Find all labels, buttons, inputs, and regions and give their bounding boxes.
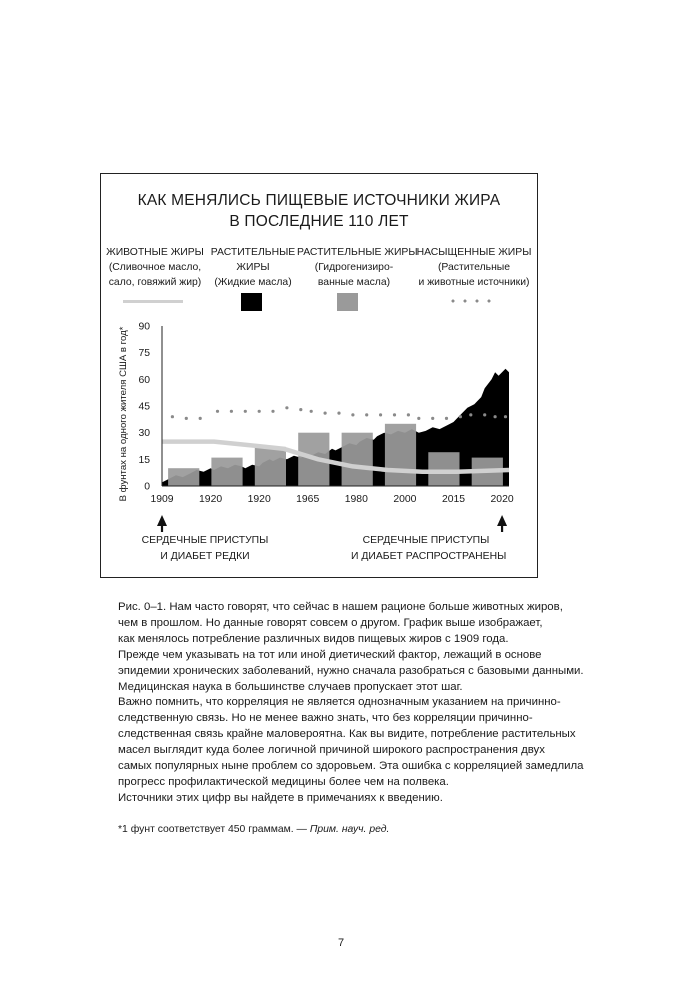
caption-line: чем в прошлом. Но данные говорят совсем о другом. График выше изображает, — [118, 616, 543, 629]
footnote-text: *1 фунт соответствует 450 граммам. — — [118, 824, 310, 835]
y-tick-label: 90 — [138, 321, 150, 333]
caption-line: Прежде чем указывать на тот или иной диетический фактор, лежащий в основе — [118, 648, 542, 661]
legend-line: ванные масла) — [317, 277, 391, 288]
saturated-fats-point — [324, 412, 327, 415]
legend-line: (Жидкие масла) — [214, 277, 292, 288]
legend-title: РАСТИТЕЛЬНЫЕ ЖИРЫ — [297, 247, 418, 258]
annotation-line: СЕРДЕЧНЫЕ ПРИСТУПЫ — [141, 535, 269, 546]
saturated-fats-point — [365, 413, 368, 416]
x-tick-label: 1909 — [150, 494, 174, 505]
chart-marks — [138, 322, 513, 533]
saturated-fats-point — [407, 413, 410, 416]
chart-plot — [101, 174, 537, 577]
saturated-fats-point — [459, 415, 462, 418]
saturated-fats-point — [230, 410, 233, 413]
chart-figure — [100, 173, 538, 578]
caption-line: эпидемии хронических заболеваний, нужно сначала разобраться с базовыми данными. — [118, 664, 584, 677]
caption-line: Рис. 0–1. Нам часто говорят, что сейчас в нашем рационе больше животных жиров, — [118, 601, 563, 613]
hydrogenated-oils-bar — [342, 433, 373, 486]
y-tick-label: 0 — [144, 481, 150, 493]
page-number: 7 — [337, 937, 345, 949]
saturated-fats-point — [244, 410, 247, 413]
legend-title: РАСТИТЕЛЬНЫЕ — [210, 247, 296, 258]
saturated-fats-point — [310, 410, 313, 413]
chart-title: КАК МЕНЯЛИСЬ ПИЩЕВЫЕ ИСТОЧНИКИ ЖИРА — [137, 192, 501, 209]
caption-line: прогресс профилактической медицины более чем на полвека. — [118, 775, 449, 788]
saturated-fats-point — [258, 410, 261, 413]
saturated-fats-point — [185, 417, 188, 420]
saturated-fats-point — [393, 413, 396, 416]
x-tick-label: 1920 — [247, 494, 271, 505]
hydrogenated-oils-bar — [255, 447, 286, 486]
saturated-fats-point — [285, 406, 288, 409]
saturated-fats-point — [431, 417, 434, 420]
annotation-left — [135, 533, 275, 564]
caption-line: Источники этих цифр вы найдете в примечаниях к введению. — [118, 791, 443, 804]
caption-line: следственную связь. Но не менее важно знать, что без корреляции причинно- — [118, 712, 533, 725]
saturated-fats-point — [199, 417, 202, 420]
legend-line: ЖИРЫ — [236, 262, 270, 273]
saturated-fats-point — [299, 408, 302, 411]
saturated-fats-point — [494, 415, 497, 418]
y-axis-label: В фунтах на одного жителя США в год* — [118, 326, 129, 502]
saturated-fats-point — [351, 413, 354, 416]
x-tick-label: 1980 — [344, 494, 368, 505]
saturated-fats-point — [379, 413, 382, 416]
saturated-fats-point — [417, 417, 420, 420]
y-tick-label: 60 — [138, 374, 150, 386]
x-tick-label: 2020 — [490, 494, 514, 505]
y-tick-label: 75 — [138, 348, 150, 360]
legend-line: (Гидрогенизиро- — [314, 262, 394, 273]
footnote — [118, 824, 389, 835]
saturated-fats-point — [504, 415, 507, 418]
y-tick-label: 45 — [138, 401, 150, 413]
chart-subtitle: В ПОСЛЕДНИЕ 110 ЛЕТ — [229, 213, 409, 230]
hydrogenated-oils-bar — [385, 424, 416, 486]
annotation-right — [351, 533, 507, 564]
annotation-line: И ДИАБЕТ РЕДКИ — [160, 550, 250, 562]
legend-line: (Сливочное масло, — [108, 262, 202, 273]
y-tick-label: 30 — [138, 428, 150, 440]
saturated-fats-point — [445, 417, 448, 420]
saturated-fats-point — [337, 412, 340, 415]
x-tick-label: 1920 — [199, 494, 223, 505]
saturated-fats-point — [469, 413, 472, 416]
y-tick-label: 15 — [138, 454, 150, 466]
caption-line: следственная связь крайне маловероятна. Как вы видите, потребление растительных — [118, 728, 576, 741]
saturated-fats-point — [483, 413, 486, 416]
legend-line: и животные источники) — [418, 277, 530, 288]
caption-line: Важно помнить, что корреляция не является однозначным указанием на причинно- — [118, 696, 561, 709]
saturated-fats-point — [216, 410, 219, 413]
legend-title: ЖИВОТНЫЕ ЖИРЫ — [106, 247, 204, 258]
figure-caption — [118, 600, 588, 807]
saturated-fats-point — [271, 410, 274, 413]
hydrogenated-oils-bar — [428, 452, 459, 486]
x-tick-label: 1965 — [296, 494, 320, 505]
saturated-fats-point — [171, 415, 174, 418]
hydrogenated-oils-bar — [168, 468, 199, 486]
legend-title: НАСЫЩЕННЫЕ ЖИРЫ — [416, 247, 532, 258]
annotation-line: СЕРДЕЧНЫЕ ПРИСТУПЫ — [362, 535, 490, 546]
x-tick-label: 2015 — [441, 494, 466, 505]
caption-line: самых популярных ныне проблем со здоровьем. Эта ошибка с корреляцией замедлила — [118, 760, 584, 773]
footnote-italic: Прим. науч. ред. — [309, 824, 390, 835]
caption-line: Медицинская наука в большинстве случаев пропускает этот шаг. — [118, 680, 463, 693]
hydrogenated-oils-bar — [211, 458, 242, 486]
caption-line: масел выглядит куда более логичной причиной широкого распространения двух — [118, 744, 545, 757]
legend-line: (Растительные — [437, 262, 511, 273]
caption-line: как менялось потребление различных видов пищевых жиров с 1909 года. — [118, 632, 509, 645]
annotation-line: И ДИАБЕТ РАСПРОСТРАНЕНЫ — [351, 550, 507, 562]
x-tick-label: 2000 — [393, 494, 417, 505]
legend-line: сало, говяжий жир) — [108, 277, 202, 288]
